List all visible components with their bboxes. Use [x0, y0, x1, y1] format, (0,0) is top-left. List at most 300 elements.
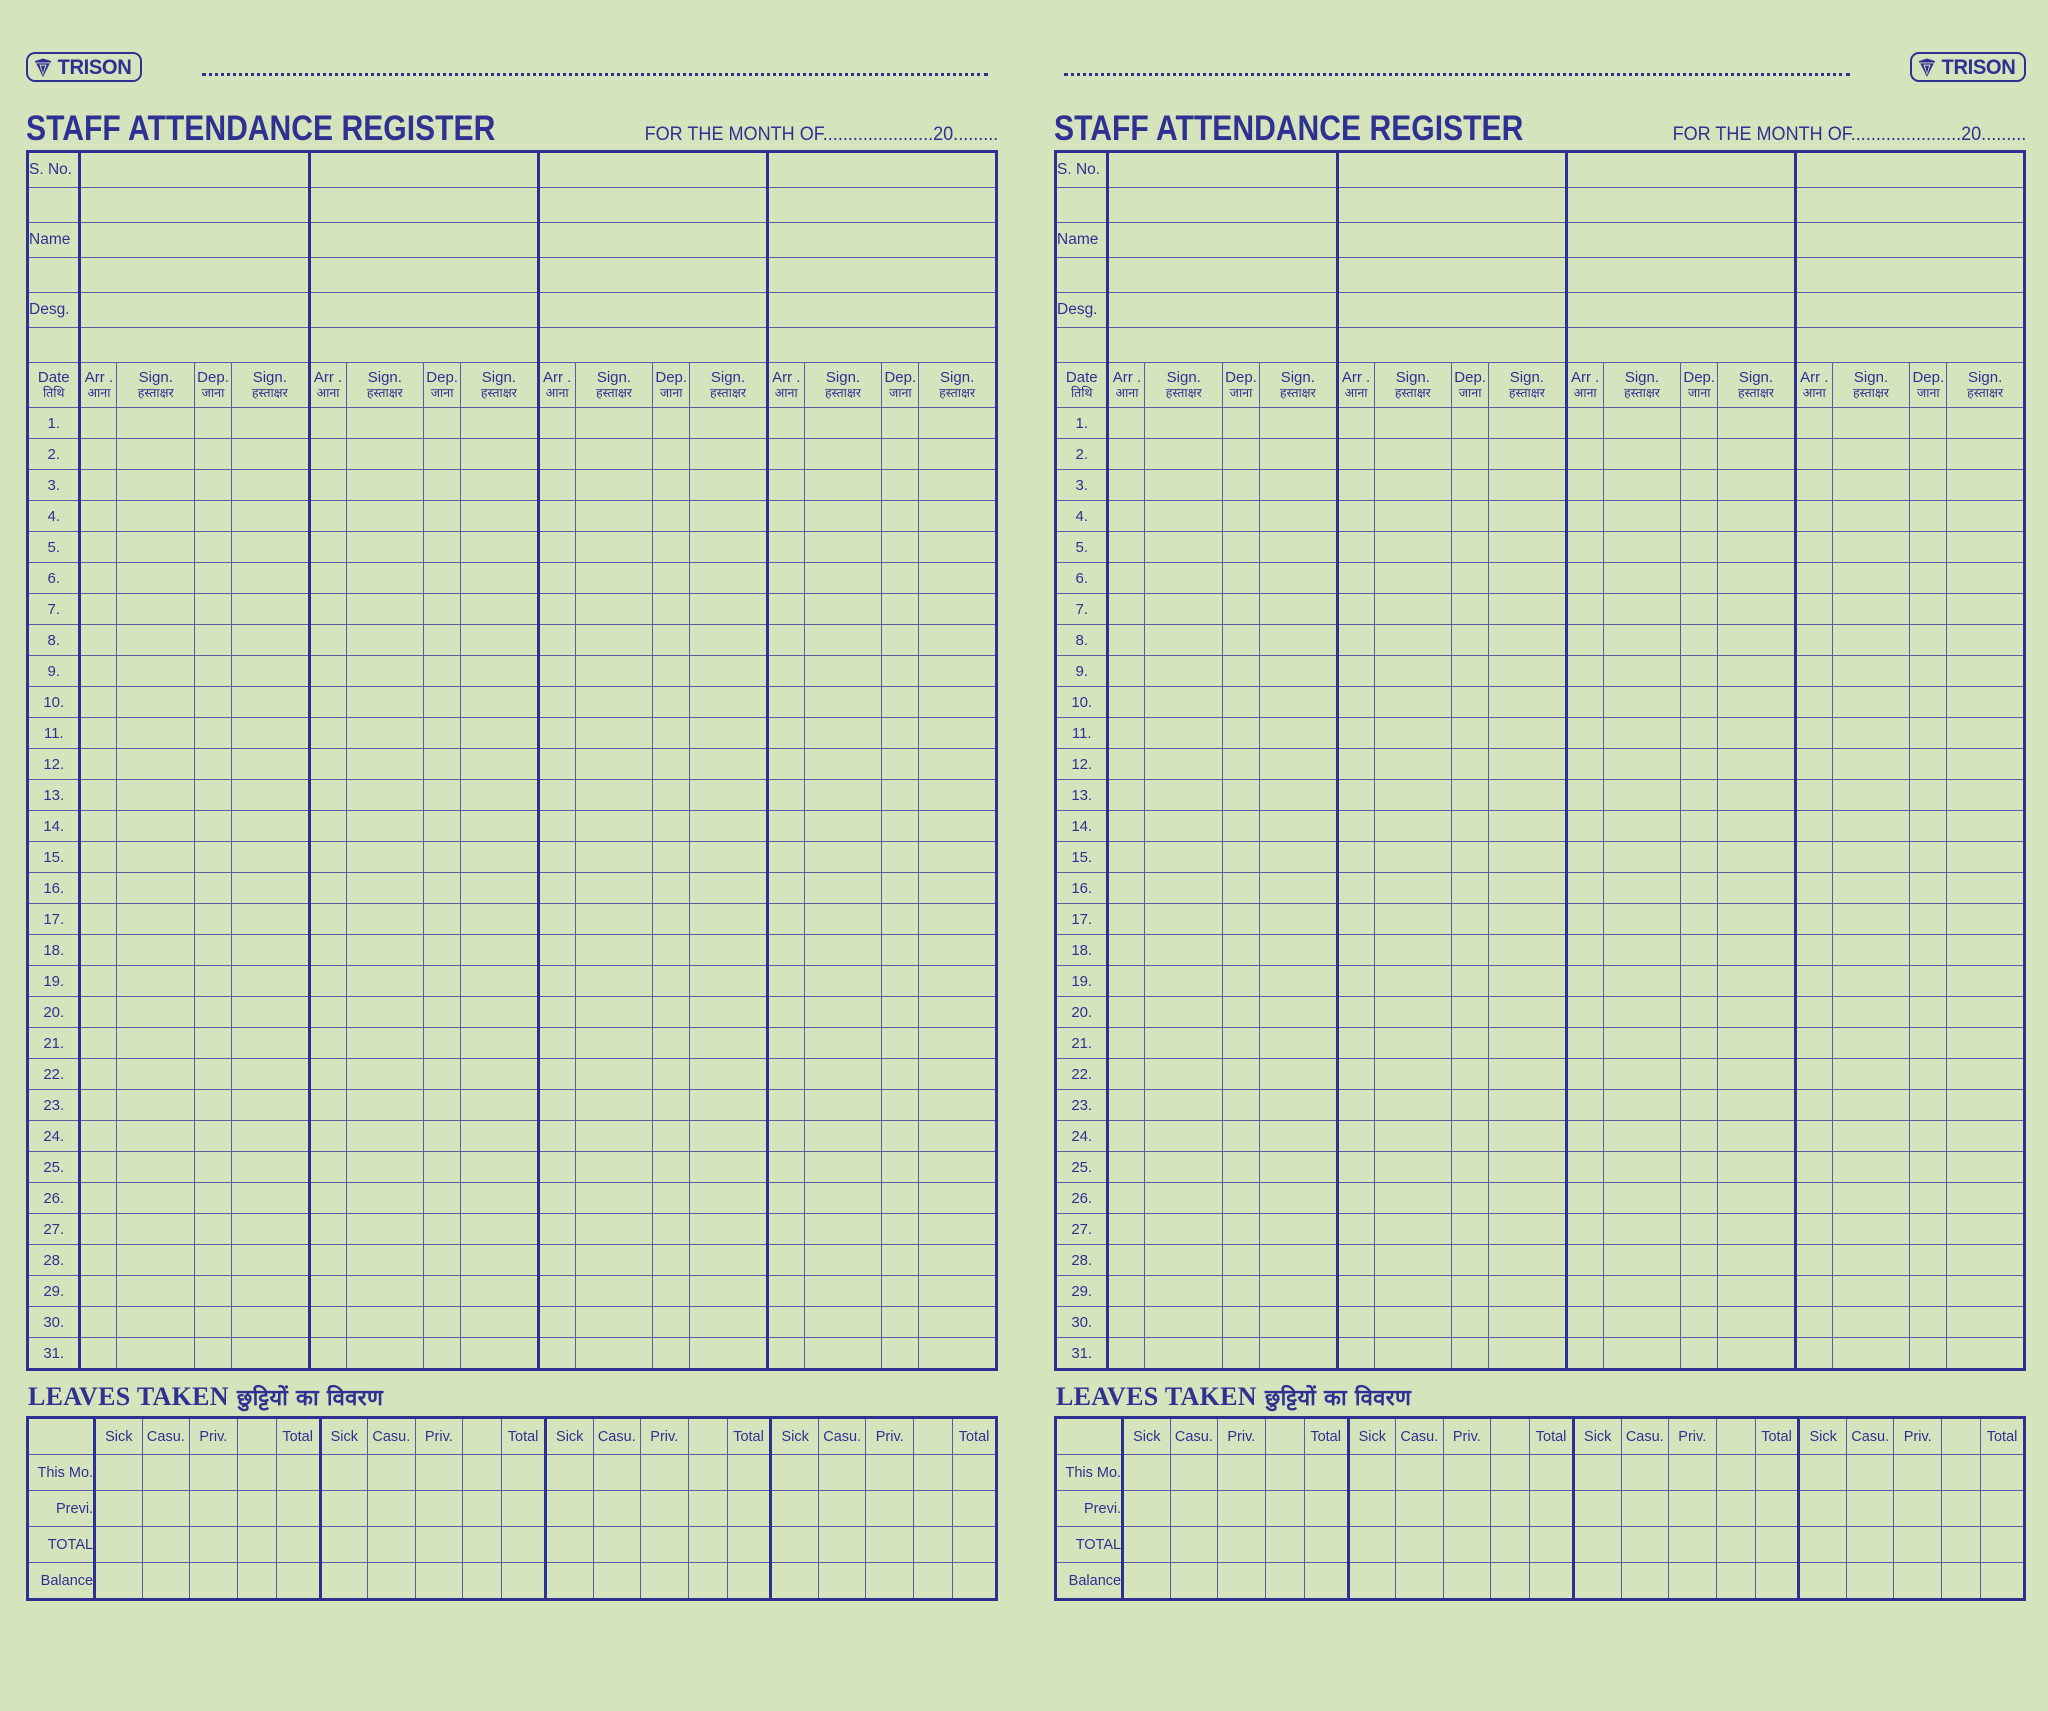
info-entry-cell[interactable]	[1108, 293, 1337, 328]
leaves-entry-cell[interactable]	[1846, 1527, 1894, 1563]
leaves-entry-cell[interactable]	[1304, 1455, 1348, 1491]
attendance-entry-cell[interactable]	[346, 718, 424, 749]
attendance-entry-cell[interactable]	[1223, 656, 1260, 687]
attendance-entry-cell[interactable]	[232, 1121, 310, 1152]
leaves-entry-cell[interactable]	[688, 1491, 727, 1527]
leaves-entry-cell[interactable]	[320, 1491, 368, 1527]
attendance-entry-cell[interactable]	[1260, 1276, 1338, 1307]
attendance-entry-cell[interactable]	[195, 935, 232, 966]
attendance-entry-cell[interactable]	[232, 1090, 310, 1121]
info-entry-cell[interactable]	[1795, 258, 2024, 293]
attendance-entry-cell[interactable]	[80, 997, 117, 1028]
attendance-entry-cell[interactable]	[575, 842, 653, 873]
leaves-entry-cell[interactable]	[953, 1527, 997, 1563]
attendance-entry-cell[interactable]	[1374, 470, 1452, 501]
attendance-entry-cell[interactable]	[461, 811, 539, 842]
attendance-entry-cell[interactable]	[653, 439, 690, 470]
leaves-entry-cell[interactable]	[913, 1527, 952, 1563]
attendance-entry-cell[interactable]	[690, 842, 768, 873]
attendance-entry-cell[interactable]	[1718, 687, 1796, 718]
info-entry-cell[interactable]	[1337, 223, 1566, 258]
attendance-entry-cell[interactable]	[767, 1338, 804, 1370]
attendance-entry-cell[interactable]	[424, 873, 461, 904]
attendance-entry-cell[interactable]	[1108, 718, 1145, 749]
attendance-entry-cell[interactable]	[919, 780, 997, 811]
attendance-entry-cell[interactable]	[1374, 1090, 1452, 1121]
attendance-entry-cell[interactable]	[919, 470, 997, 501]
attendance-entry-cell[interactable]	[1374, 935, 1452, 966]
leaves-entry-cell[interactable]	[415, 1563, 463, 1600]
attendance-entry-cell[interactable]	[1452, 935, 1489, 966]
attendance-entry-cell[interactable]	[1566, 780, 1603, 811]
attendance-entry-cell[interactable]	[690, 1152, 768, 1183]
leaves-entry-cell[interactable]	[190, 1563, 238, 1600]
leaves-entry-cell[interactable]	[1573, 1527, 1621, 1563]
attendance-entry-cell[interactable]	[690, 1183, 768, 1214]
attendance-entry-cell[interactable]	[690, 408, 768, 439]
attendance-entry-cell[interactable]	[1223, 1152, 1260, 1183]
attendance-entry-cell[interactable]	[346, 904, 424, 935]
attendance-entry-cell[interactable]	[1337, 842, 1374, 873]
attendance-entry-cell[interactable]	[1910, 1028, 1947, 1059]
attendance-entry-cell[interactable]	[882, 1028, 919, 1059]
attendance-entry-cell[interactable]	[1108, 1028, 1145, 1059]
attendance-entry-cell[interactable]	[804, 966, 882, 997]
attendance-entry-cell[interactable]	[919, 935, 997, 966]
leaves-entry-cell[interactable]	[320, 1455, 368, 1491]
attendance-entry-cell[interactable]	[1566, 1028, 1603, 1059]
leaves-entry-cell[interactable]	[1669, 1563, 1717, 1600]
attendance-entry-cell[interactable]	[346, 1028, 424, 1059]
attendance-entry-cell[interactable]	[1681, 532, 1718, 563]
attendance-entry-cell[interactable]	[1947, 1214, 2025, 1245]
leaves-entry-cell[interactable]	[1491, 1491, 1530, 1527]
attendance-entry-cell[interactable]	[1947, 842, 2025, 873]
info-entry-cell[interactable]	[309, 328, 538, 363]
leaves-entry-cell[interactable]	[1941, 1455, 1980, 1491]
attendance-entry-cell[interactable]	[767, 904, 804, 935]
attendance-entry-cell[interactable]	[538, 842, 575, 873]
attendance-entry-cell[interactable]	[1223, 1059, 1260, 1090]
attendance-entry-cell[interactable]	[309, 594, 346, 625]
attendance-entry-cell[interactable]	[1718, 1183, 1796, 1214]
attendance-entry-cell[interactable]	[767, 1245, 804, 1276]
attendance-entry-cell[interactable]	[767, 408, 804, 439]
attendance-entry-cell[interactable]	[1566, 718, 1603, 749]
attendance-entry-cell[interactable]	[309, 1338, 346, 1370]
attendance-entry-cell[interactable]	[1337, 811, 1374, 842]
attendance-entry-cell[interactable]	[309, 966, 346, 997]
attendance-entry-cell[interactable]	[1452, 1183, 1489, 1214]
attendance-entry-cell[interactable]	[1337, 687, 1374, 718]
leaves-entry-cell[interactable]	[688, 1527, 727, 1563]
attendance-entry-cell[interactable]	[1489, 904, 1567, 935]
attendance-entry-cell[interactable]	[538, 532, 575, 563]
attendance-entry-cell[interactable]	[195, 1214, 232, 1245]
info-entry-cell[interactable]	[309, 188, 538, 223]
attendance-entry-cell[interactable]	[195, 594, 232, 625]
attendance-entry-cell[interactable]	[346, 625, 424, 656]
attendance-entry-cell[interactable]	[424, 780, 461, 811]
attendance-entry-cell[interactable]	[1910, 966, 1947, 997]
attendance-entry-cell[interactable]	[1795, 718, 1832, 749]
attendance-entry-cell[interactable]	[882, 439, 919, 470]
attendance-entry-cell[interactable]	[882, 1307, 919, 1338]
attendance-entry-cell[interactable]	[1223, 873, 1260, 904]
attendance-entry-cell[interactable]	[1681, 656, 1718, 687]
attendance-entry-cell[interactable]	[1337, 1276, 1374, 1307]
attendance-entry-cell[interactable]	[1718, 1090, 1796, 1121]
attendance-entry-cell[interactable]	[919, 1338, 997, 1370]
leaves-entry-cell[interactable]	[1669, 1455, 1717, 1491]
attendance-entry-cell[interactable]	[309, 532, 346, 563]
attendance-entry-cell[interactable]	[767, 625, 804, 656]
attendance-entry-cell[interactable]	[1947, 935, 2025, 966]
attendance-entry-cell[interactable]	[1566, 1245, 1603, 1276]
attendance-entry-cell[interactable]	[1260, 563, 1338, 594]
leaves-entry-cell[interactable]	[1894, 1455, 1942, 1491]
attendance-entry-cell[interactable]	[195, 470, 232, 501]
attendance-entry-cell[interactable]	[309, 904, 346, 935]
attendance-entry-cell[interactable]	[1145, 408, 1223, 439]
attendance-entry-cell[interactable]	[1795, 656, 1832, 687]
leaves-entry-cell[interactable]	[953, 1563, 997, 1600]
leaves-entry-cell[interactable]	[641, 1455, 689, 1491]
leaves-entry-cell[interactable]	[1265, 1563, 1304, 1600]
attendance-entry-cell[interactable]	[1566, 1307, 1603, 1338]
attendance-entry-cell[interactable]	[80, 718, 117, 749]
attendance-entry-cell[interactable]	[882, 563, 919, 594]
attendance-entry-cell[interactable]	[1374, 1307, 1452, 1338]
attendance-entry-cell[interactable]	[1718, 625, 1796, 656]
attendance-entry-cell[interactable]	[1374, 1152, 1452, 1183]
attendance-entry-cell[interactable]	[1489, 811, 1567, 842]
attendance-entry-cell[interactable]	[1260, 625, 1338, 656]
leaves-entry-cell[interactable]	[1265, 1455, 1304, 1491]
attendance-entry-cell[interactable]	[1795, 439, 1832, 470]
attendance-entry-cell[interactable]	[653, 935, 690, 966]
leaves-entry-cell[interactable]	[1491, 1527, 1530, 1563]
attendance-entry-cell[interactable]	[575, 1090, 653, 1121]
attendance-entry-cell[interactable]	[1603, 780, 1681, 811]
info-entry-cell[interactable]	[1108, 223, 1337, 258]
attendance-entry-cell[interactable]	[1145, 1245, 1223, 1276]
attendance-entry-cell[interactable]	[1832, 997, 1910, 1028]
attendance-entry-cell[interactable]	[1223, 842, 1260, 873]
attendance-entry-cell[interactable]	[690, 718, 768, 749]
attendance-entry-cell[interactable]	[804, 625, 882, 656]
leaves-entry-cell[interactable]	[142, 1527, 190, 1563]
attendance-entry-cell[interactable]	[1337, 563, 1374, 594]
attendance-entry-cell[interactable]	[804, 997, 882, 1028]
attendance-entry-cell[interactable]	[117, 873, 195, 904]
attendance-entry-cell[interactable]	[1337, 749, 1374, 780]
attendance-entry-cell[interactable]	[1108, 1059, 1145, 1090]
attendance-entry-cell[interactable]	[1489, 625, 1567, 656]
attendance-entry-cell[interactable]	[538, 1121, 575, 1152]
attendance-entry-cell[interactable]	[1108, 532, 1145, 563]
attendance-entry-cell[interactable]	[1603, 1028, 1681, 1059]
attendance-entry-cell[interactable]	[1337, 1307, 1374, 1338]
attendance-entry-cell[interactable]	[424, 1028, 461, 1059]
attendance-entry-cell[interactable]	[1223, 1183, 1260, 1214]
attendance-entry-cell[interactable]	[461, 1028, 539, 1059]
attendance-entry-cell[interactable]	[653, 1059, 690, 1090]
attendance-entry-cell[interactable]	[804, 532, 882, 563]
leaves-entry-cell[interactable]	[1846, 1491, 1894, 1527]
attendance-entry-cell[interactable]	[882, 1214, 919, 1245]
attendance-entry-cell[interactable]	[1489, 1214, 1567, 1245]
attendance-entry-cell[interactable]	[804, 1090, 882, 1121]
attendance-entry-cell[interactable]	[1681, 1183, 1718, 1214]
attendance-entry-cell[interactable]	[1452, 966, 1489, 997]
attendance-entry-cell[interactable]	[882, 594, 919, 625]
attendance-entry-cell[interactable]	[690, 594, 768, 625]
leaves-entry-cell[interactable]	[1716, 1527, 1755, 1563]
attendance-entry-cell[interactable]	[1489, 749, 1567, 780]
attendance-entry-cell[interactable]	[1947, 408, 2025, 439]
attendance-entry-cell[interactable]	[1260, 1121, 1338, 1152]
attendance-entry-cell[interactable]	[1566, 904, 1603, 935]
attendance-entry-cell[interactable]	[1223, 904, 1260, 935]
attendance-entry-cell[interactable]	[690, 749, 768, 780]
attendance-entry-cell[interactable]	[1910, 687, 1947, 718]
attendance-entry-cell[interactable]	[1108, 1245, 1145, 1276]
attendance-entry-cell[interactable]	[1489, 501, 1567, 532]
attendance-entry-cell[interactable]	[575, 1028, 653, 1059]
info-entry-cell[interactable]	[1566, 223, 1795, 258]
attendance-entry-cell[interactable]	[919, 1152, 997, 1183]
attendance-entry-cell[interactable]	[80, 656, 117, 687]
attendance-entry-cell[interactable]	[653, 656, 690, 687]
attendance-entry-cell[interactable]	[1374, 594, 1452, 625]
attendance-entry-cell[interactable]	[1603, 1183, 1681, 1214]
attendance-entry-cell[interactable]	[117, 656, 195, 687]
attendance-entry-cell[interactable]	[1681, 749, 1718, 780]
leaves-entry-cell[interactable]	[727, 1527, 771, 1563]
attendance-entry-cell[interactable]	[232, 594, 310, 625]
attendance-entry-cell[interactable]	[575, 408, 653, 439]
attendance-entry-cell[interactable]	[690, 1090, 768, 1121]
attendance-entry-cell[interactable]	[309, 1059, 346, 1090]
attendance-entry-cell[interactable]	[767, 1152, 804, 1183]
attendance-entry-cell[interactable]	[1718, 408, 1796, 439]
info-entry-cell[interactable]	[1337, 152, 1566, 188]
info-entry-cell[interactable]	[309, 223, 538, 258]
attendance-entry-cell[interactable]	[1145, 811, 1223, 842]
attendance-entry-cell[interactable]	[1337, 1059, 1374, 1090]
leaves-entry-cell[interactable]	[1716, 1563, 1755, 1600]
attendance-entry-cell[interactable]	[1947, 997, 2025, 1028]
attendance-entry-cell[interactable]	[653, 1276, 690, 1307]
leaves-entry-cell[interactable]	[190, 1455, 238, 1491]
attendance-entry-cell[interactable]	[1337, 1090, 1374, 1121]
leaves-entry-cell[interactable]	[1123, 1491, 1171, 1527]
attendance-entry-cell[interactable]	[1374, 408, 1452, 439]
attendance-entry-cell[interactable]	[1223, 563, 1260, 594]
info-entry-cell[interactable]	[1566, 152, 1795, 188]
leaves-entry-cell[interactable]	[1348, 1527, 1396, 1563]
attendance-entry-cell[interactable]	[117, 408, 195, 439]
attendance-entry-cell[interactable]	[1337, 1183, 1374, 1214]
attendance-entry-cell[interactable]	[804, 1276, 882, 1307]
attendance-entry-cell[interactable]	[195, 966, 232, 997]
attendance-entry-cell[interactable]	[690, 687, 768, 718]
info-entry-cell[interactable]	[767, 188, 996, 223]
attendance-entry-cell[interactable]	[195, 749, 232, 780]
attendance-entry-cell[interactable]	[232, 439, 310, 470]
attendance-entry-cell[interactable]	[1603, 1090, 1681, 1121]
attendance-entry-cell[interactable]	[1145, 904, 1223, 935]
attendance-entry-cell[interactable]	[538, 811, 575, 842]
attendance-entry-cell[interactable]	[919, 1183, 997, 1214]
attendance-entry-cell[interactable]	[1337, 1028, 1374, 1059]
attendance-entry-cell[interactable]	[538, 1307, 575, 1338]
attendance-entry-cell[interactable]	[1910, 1214, 1947, 1245]
attendance-entry-cell[interactable]	[309, 935, 346, 966]
attendance-entry-cell[interactable]	[195, 1028, 232, 1059]
attendance-entry-cell[interactable]	[1260, 501, 1338, 532]
info-entry-cell[interactable]	[1795, 328, 2024, 363]
attendance-entry-cell[interactable]	[1260, 1338, 1338, 1370]
attendance-entry-cell[interactable]	[1566, 1152, 1603, 1183]
attendance-entry-cell[interactable]	[690, 780, 768, 811]
attendance-entry-cell[interactable]	[690, 1307, 768, 1338]
attendance-entry-cell[interactable]	[1566, 1276, 1603, 1307]
attendance-entry-cell[interactable]	[1947, 904, 2025, 935]
attendance-entry-cell[interactable]	[1795, 1121, 1832, 1152]
attendance-entry-cell[interactable]	[1260, 842, 1338, 873]
attendance-entry-cell[interactable]	[1681, 904, 1718, 935]
attendance-entry-cell[interactable]	[1260, 1152, 1338, 1183]
attendance-entry-cell[interactable]	[1603, 966, 1681, 997]
attendance-entry-cell[interactable]	[195, 563, 232, 594]
attendance-entry-cell[interactable]	[767, 1214, 804, 1245]
leaves-entry-cell[interactable]	[1573, 1455, 1621, 1491]
attendance-entry-cell[interactable]	[1337, 904, 1374, 935]
leaves-entry-cell[interactable]	[1443, 1527, 1491, 1563]
attendance-entry-cell[interactable]	[117, 1183, 195, 1214]
attendance-entry-cell[interactable]	[1832, 408, 1910, 439]
leaves-entry-cell[interactable]	[727, 1455, 771, 1491]
attendance-entry-cell[interactable]	[309, 1307, 346, 1338]
attendance-entry-cell[interactable]	[1603, 687, 1681, 718]
attendance-entry-cell[interactable]	[80, 625, 117, 656]
attendance-entry-cell[interactable]	[1145, 1090, 1223, 1121]
attendance-entry-cell[interactable]	[1108, 439, 1145, 470]
attendance-entry-cell[interactable]	[346, 501, 424, 532]
attendance-entry-cell[interactable]	[1145, 625, 1223, 656]
attendance-entry-cell[interactable]	[1681, 997, 1718, 1028]
attendance-entry-cell[interactable]	[1452, 873, 1489, 904]
attendance-entry-cell[interactable]	[690, 1028, 768, 1059]
attendance-entry-cell[interactable]	[232, 1028, 310, 1059]
leaves-entry-cell[interactable]	[593, 1563, 641, 1600]
attendance-entry-cell[interactable]	[461, 563, 539, 594]
attendance-entry-cell[interactable]	[309, 811, 346, 842]
attendance-entry-cell[interactable]	[1832, 439, 1910, 470]
attendance-entry-cell[interactable]	[575, 594, 653, 625]
leaves-entry-cell[interactable]	[1123, 1527, 1171, 1563]
attendance-entry-cell[interactable]	[309, 1276, 346, 1307]
attendance-entry-cell[interactable]	[1260, 687, 1338, 718]
attendance-entry-cell[interactable]	[1566, 625, 1603, 656]
attendance-entry-cell[interactable]	[804, 904, 882, 935]
attendance-entry-cell[interactable]	[117, 966, 195, 997]
attendance-entry-cell[interactable]	[80, 1152, 117, 1183]
attendance-entry-cell[interactable]	[117, 904, 195, 935]
attendance-entry-cell[interactable]	[690, 811, 768, 842]
attendance-entry-cell[interactable]	[1795, 1090, 1832, 1121]
attendance-entry-cell[interactable]	[309, 439, 346, 470]
leaves-entry-cell[interactable]	[866, 1455, 914, 1491]
attendance-entry-cell[interactable]	[804, 1214, 882, 1245]
attendance-entry-cell[interactable]	[1718, 1338, 1796, 1370]
attendance-entry-cell[interactable]	[1489, 1276, 1567, 1307]
attendance-entry-cell[interactable]	[1337, 1338, 1374, 1370]
attendance-entry-cell[interactable]	[1603, 1121, 1681, 1152]
attendance-entry-cell[interactable]	[690, 501, 768, 532]
attendance-entry-cell[interactable]	[538, 501, 575, 532]
attendance-entry-cell[interactable]	[346, 687, 424, 718]
attendance-entry-cell[interactable]	[117, 439, 195, 470]
attendance-entry-cell[interactable]	[1795, 563, 1832, 594]
attendance-entry-cell[interactable]	[1452, 687, 1489, 718]
attendance-entry-cell[interactable]	[538, 470, 575, 501]
attendance-entry-cell[interactable]	[1145, 1152, 1223, 1183]
info-entry-cell[interactable]	[538, 188, 767, 223]
attendance-entry-cell[interactable]	[80, 563, 117, 594]
attendance-entry-cell[interactable]	[232, 718, 310, 749]
attendance-entry-cell[interactable]	[575, 501, 653, 532]
info-entry-cell[interactable]	[309, 293, 538, 328]
leaves-entry-cell[interactable]	[1621, 1491, 1669, 1527]
info-entry-cell[interactable]	[538, 258, 767, 293]
leaves-entry-cell[interactable]	[1218, 1491, 1266, 1527]
attendance-entry-cell[interactable]	[1374, 1338, 1452, 1370]
attendance-entry-cell[interactable]	[1681, 1028, 1718, 1059]
leaves-entry-cell[interactable]	[1491, 1563, 1530, 1600]
leaves-entry-cell[interactable]	[1170, 1491, 1218, 1527]
attendance-entry-cell[interactable]	[767, 811, 804, 842]
attendance-entry-cell[interactable]	[767, 594, 804, 625]
attendance-entry-cell[interactable]	[309, 408, 346, 439]
attendance-entry-cell[interactable]	[117, 501, 195, 532]
attendance-entry-cell[interactable]	[1566, 811, 1603, 842]
leaves-entry-cell[interactable]	[1304, 1527, 1348, 1563]
attendance-entry-cell[interactable]	[1681, 1214, 1718, 1245]
attendance-entry-cell[interactable]	[1108, 749, 1145, 780]
attendance-entry-cell[interactable]	[1795, 408, 1832, 439]
attendance-entry-cell[interactable]	[1832, 470, 1910, 501]
attendance-entry-cell[interactable]	[195, 904, 232, 935]
attendance-entry-cell[interactable]	[1795, 501, 1832, 532]
attendance-entry-cell[interactable]	[1795, 1183, 1832, 1214]
attendance-entry-cell[interactable]	[1832, 780, 1910, 811]
leaves-entry-cell[interactable]	[463, 1563, 502, 1600]
attendance-entry-cell[interactable]	[767, 997, 804, 1028]
leaves-entry-cell[interactable]	[1218, 1563, 1266, 1600]
attendance-entry-cell[interactable]	[232, 1059, 310, 1090]
attendance-entry-cell[interactable]	[919, 625, 997, 656]
attendance-entry-cell[interactable]	[538, 966, 575, 997]
info-entry-cell[interactable]	[538, 293, 767, 328]
attendance-entry-cell[interactable]	[1489, 1245, 1567, 1276]
attendance-entry-cell[interactable]	[1681, 811, 1718, 842]
attendance-entry-cell[interactable]	[1374, 780, 1452, 811]
attendance-entry-cell[interactable]	[1603, 532, 1681, 563]
attendance-entry-cell[interactable]	[1603, 470, 1681, 501]
